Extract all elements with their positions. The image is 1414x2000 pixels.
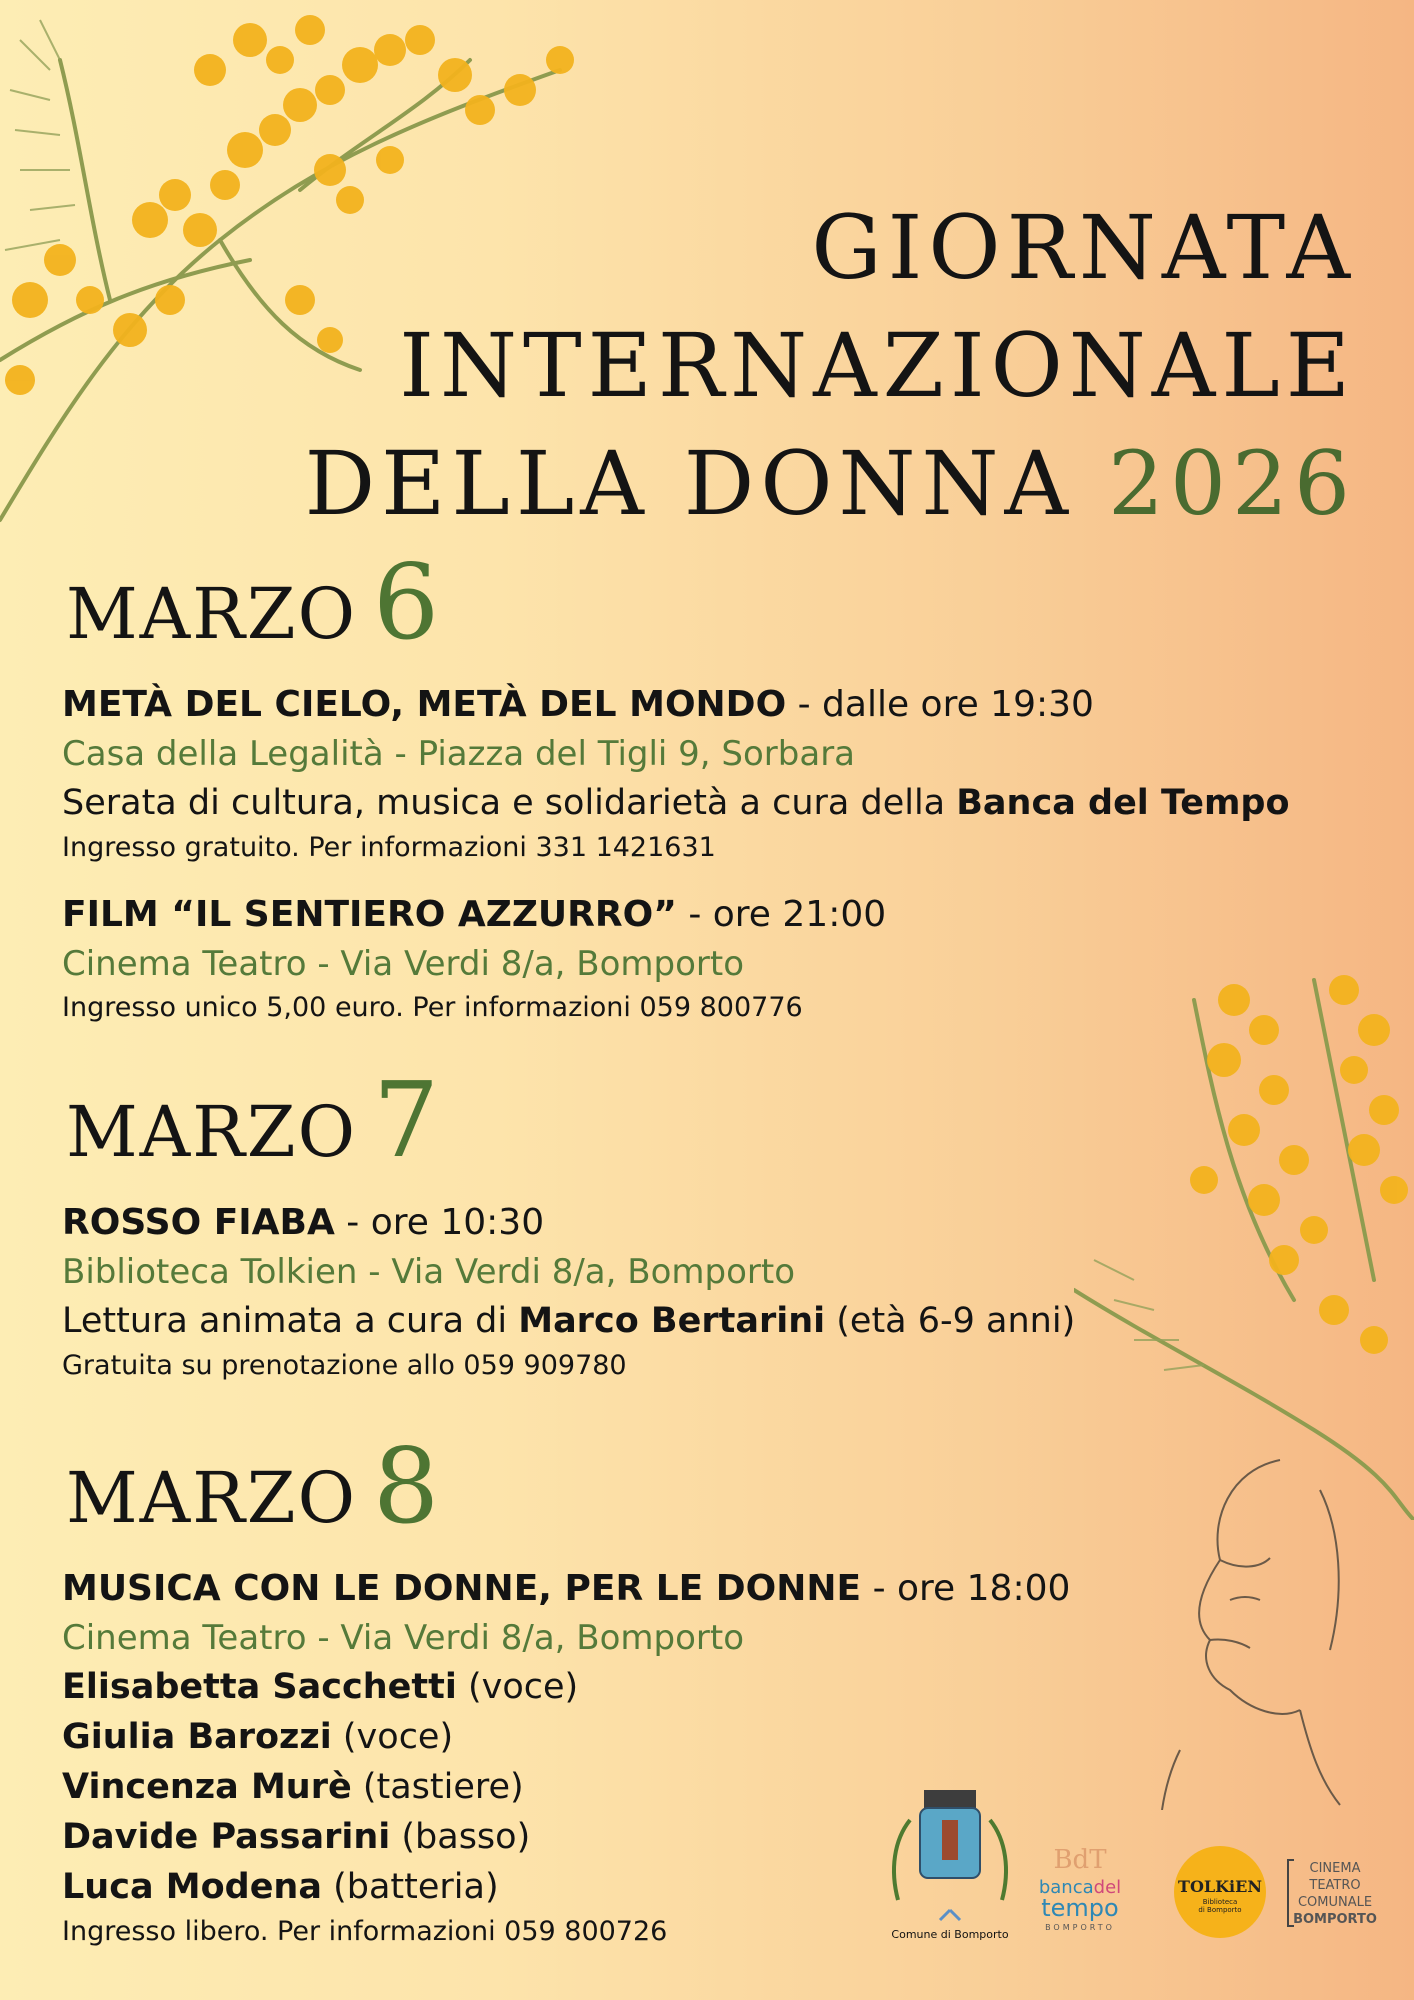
cinema-line-1: CINEMA [1309, 1861, 1361, 1876]
page-title [305, 189, 1356, 543]
day-section-6 [62, 541, 1290, 1050]
tolkien-sub-2: di Bomporto [1198, 1906, 1242, 1914]
event-title [62, 680, 1290, 730]
event-name: METÀ DEL CIELO, METÀ DEL MONDO [62, 684, 787, 725]
day-month: MARZO [66, 1091, 357, 1173]
performer-role: (basso) [390, 1817, 531, 1857]
event-description-highlight: Marco Bertarini [518, 1301, 826, 1341]
event-description [62, 1296, 1075, 1346]
day-heading [66, 541, 1290, 663]
event-time: - ore 18:00 [861, 1568, 1071, 1609]
event-title [62, 1564, 1070, 1614]
performer-name: Giulia Barozzi [62, 1717, 332, 1757]
event-item [62, 1198, 1075, 1386]
performer-role: (voce) [456, 1667, 579, 1707]
event-info: Ingresso unico 5,00 euro. Per informazioni 059 800776 [62, 992, 803, 1023]
event-title [62, 890, 1290, 940]
bdt-line1-b: del [1093, 1877, 1122, 1898]
bdt-line2: tempo [1041, 1894, 1119, 1922]
tolkien-library-logo [1174, 1846, 1266, 1938]
cinema-line-4: BOMPORTO [1293, 1912, 1377, 1927]
tolkien-title: TOLKiEN [1178, 1877, 1262, 1896]
event-description-highlight: Banca del Tempo [956, 783, 1290, 823]
cinema-line-3: COMUNALE [1297, 1895, 1373, 1910]
event-time: - ore 10:30 [334, 1202, 545, 1243]
day-month: MARZO [66, 1457, 357, 1539]
day-heading [66, 1059, 1075, 1181]
event-location: Cinema Teatro - Via Verdi 8/a, Bomporto [62, 944, 745, 984]
bdt-line3: BOMPORTO [1045, 1923, 1115, 1932]
tolkien-sub-1: Biblioteca [1202, 1898, 1238, 1906]
day-section-7 [62, 1059, 1076, 1408]
title-line-3 [305, 425, 1356, 543]
event-description-text: Lettura animata a cura di [62, 1301, 519, 1341]
performer-name: Elisabetta Sacchetti [62, 1667, 457, 1707]
event-title [62, 1198, 1075, 1248]
sponsor-logos [880, 1780, 1400, 1960]
comune-crest-icon [894, 1790, 1006, 1920]
event-name: FILM “IL SENTIERO AZZURRO” [62, 894, 677, 935]
day-month: MARZO [66, 573, 357, 655]
performer-role: (tastiere) [351, 1767, 524, 1807]
performer-name: Luca Modena [62, 1867, 322, 1907]
comune-logo [891, 1790, 1008, 1941]
event-name: MUSICA CON LE DONNE, PER LE DONNE [62, 1568, 862, 1609]
title-line-2: INTERNAZIONALE [399, 313, 1356, 417]
event-location: Cinema Teatro - Via Verdi 8/a, Bomporto [62, 1618, 745, 1658]
event-location: Casa della Legalità - Piazza del Tigli 9, Sorbara [62, 734, 856, 774]
day-number: 6 [372, 541, 442, 663]
title-year: 2026 [1108, 431, 1356, 535]
event-info: Ingresso libero. Per informazioni 059 800726 [62, 1916, 668, 1947]
event-time: - ore 21:00 [676, 894, 887, 935]
event-location: Biblioteca Tolkien - Via Verdi 8/a, Bomporto [62, 1252, 795, 1292]
event-description-suffix: (età 6-9 anni) [825, 1301, 1076, 1341]
title-line-1: GIORNATA [811, 195, 1356, 299]
day-number: 8 [372, 1425, 442, 1547]
event-description-text: Serata di cultura, musica e solidarietà a cura della [62, 783, 957, 823]
comune-caption: Comune di Bomporto [891, 1928, 1009, 1941]
day-heading [66, 1425, 1070, 1547]
cinema-line-2: TEATRO [1309, 1878, 1361, 1893]
performer-name: Vincenza Murè [62, 1767, 352, 1807]
face-line-art [1150, 1450, 1350, 1810]
performer-role: (voce) [331, 1717, 454, 1757]
event-name: ROSSO FIABA [62, 1202, 335, 1243]
performer-name: Davide Passarini [62, 1817, 391, 1857]
event-item [62, 680, 1290, 868]
bdt-line1-a: banca [1038, 1877, 1094, 1898]
title-line-3-text: DELLA DONNA [304, 431, 1075, 535]
day-number: 7 [372, 1059, 442, 1181]
bdt-mark: BdT [1053, 1845, 1107, 1875]
performer-item [62, 1712, 1070, 1762]
cinema-teatro-logo [1288, 1860, 1377, 1927]
event-description [62, 778, 1290, 828]
event-info: Gratuita su prenotazione allo 059 909780 [62, 1350, 627, 1381]
event-item [62, 890, 1290, 1028]
banca-del-tempo-logo [1039, 1845, 1121, 1932]
event-info: Ingresso gratuito. Per informazioni 331 1421631 [62, 832, 716, 863]
performer-item [62, 1662, 1070, 1712]
performer-role: (batteria) [321, 1867, 499, 1907]
event-time: - dalle ore 19:30 [786, 684, 1094, 725]
